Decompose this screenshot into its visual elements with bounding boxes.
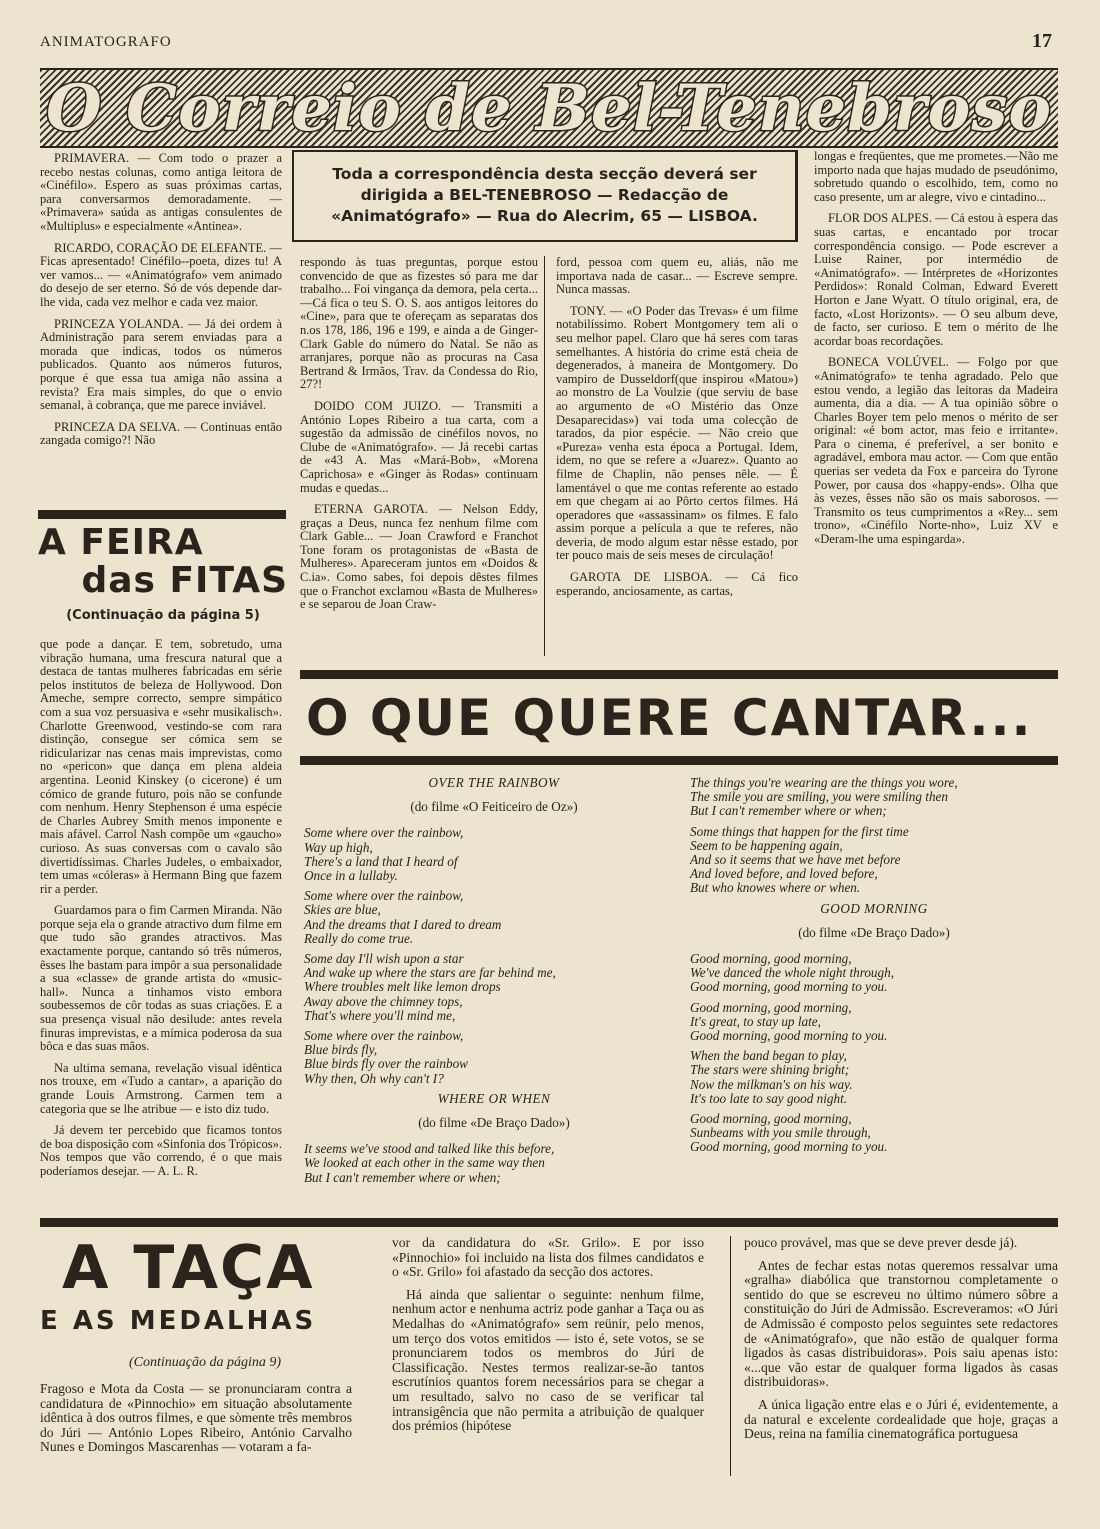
song-title: GOOD MORNING <box>820 900 928 916</box>
page-number: 17 <box>1032 30 1052 52</box>
song-film: (do filme «O Feiticeiro de Oz») <box>410 799 578 815</box>
correio-letter: TONY. — «O Poder das Trevas» é um filme notabilíssimo. Robert Montgomery tem ali o seu melhor papel. Claro que há seres com taras semelhantes. A história do crime está cheia de degenerados, à maneira de Montgomery. Do vampiro de Dusseldorf(que inspirou «Matou») ao monstro de La Voulzie (que serviu de base ao argumento de «O Mistério das Onze Desaparecidas») vai toda uma colecção de tarados, da pior espécie. — Não creio que «Pureza» venha esta época a Portugal. Idem, idem, no que se refere a «Juarez». Quanto ao filme de Chaplin, não penses nêle. — É lamentável o que me contas referente ao estado em que chegam ai ao Pôrto certos filmes. Há operadores que «assassinam» os filmes. E falo assim porque a película a que te referes, não deveria, de modo algum estar nêsse estado, por ter pouco mais de seis meses de circulação! <box>556 303 798 563</box>
feira-heading <box>38 524 288 623</box>
taca-paragraph: Antes de fechar estas notas queremos ressalvar uma «gralha» diabólica que transtornou completamente o sentido do que se escreveu no último número sôbre a constituição do Júri de Admissão. Escreveramos: «O Júri de Admissão é composto pelos seguintes sete redactores de «Animatógrafo», que não estão de qualquer forma ligados às casas distribuidoras». Pois saiu apenas isto: «...que vão estar de qualquer forma ligados às casas distribuidoras». <box>744 1257 1058 1390</box>
feira-top-rule <box>38 510 286 519</box>
correio-letter: DOIDO COM JUIZO. — Transmiti a António Lopes Ribeiro a tua carta, com a sugestão da admissão de cinéfilos novos, no Clube de «Animatógrafo». — Já recebi cartas de «43 A. Mas «Mará-Bob», «Morena Caprichosa» e «Ginger às Rodas» continuam mudas e quedas... <box>300 398 538 495</box>
quere-bottom-rule <box>300 756 1058 765</box>
taca-top-rule <box>40 1218 1058 1227</box>
correio-letter: PRIMAVERA. — Com todo o prazer a recebo nestas colunas, como antiga leitora de «Cinéfilo». Espero as suas próximas cartas, para conversarmos demoradamente. — «Primavera» saúda as antigas consulentes de «Multiplus» e especialmente «Antinea». <box>40 152 282 233</box>
song-column-left <box>304 772 684 1212</box>
song-stanza: Some day I'll wish upon a star And wake up where the stars are far behind me, Where troubles melt like lemon drops Away above the chimney tops, That's where you'll mind me, <box>304 951 556 1023</box>
correio-column-2 <box>300 256 538 664</box>
feira-paragraph: Na ultima semana, revelação visual idêntica nos trouxe, em «Tudo a cantar», a aparição do grande Louis Armstrong. Carmen tem a categoria que se lhe atribue — e isto diz tudo. <box>40 1060 282 1116</box>
correio-letter: longas e freqüentes, que me prometes.—Não me importo nada que hajas mudado de pseudónimo, sobretudo quando o escolhido, tem, como no caso presente, um ar alegre, vivo e cintadino... <box>814 150 1058 204</box>
quere-title: O QUE QUERE CANTAR... <box>306 689 1033 747</box>
taca-title-line1: A TAÇA <box>62 1233 315 1303</box>
song-film: (do filme «De Braço Dado») <box>418 1115 570 1131</box>
column-divider <box>730 1236 731 1476</box>
taca-column-1 <box>40 1382 352 1482</box>
taca-continuation: (Continuação da página 9) <box>128 1355 282 1370</box>
correio-column-4 <box>814 150 1058 662</box>
song-stanza: Some things that happen for the first time Seem to be happening again, And so it seems that we have met before And loved before, and loved before, But who knowes where or when. <box>690 823 909 896</box>
correio-column-1 <box>40 152 282 502</box>
song-stanza: Some where over the rainbow, Blue birds fly, Blue birds fly over the rainbow Why then, Oh why can't I? <box>304 1028 468 1086</box>
feira-title-line1: A FEIRA <box>38 522 204 563</box>
taca-paragraph: pouco provável, mas que se deve prever desde já). <box>744 1236 1018 1250</box>
song-stanza: Some where over the rainbow, Skies are blue, And the dreams that I dared to dream Really do come true. <box>304 888 502 946</box>
feira-paragraph: Já devem ter percebido que ficamos tontos de boa disposição com «Sinfonia dos Trópicos». Nos tempos que vão correndo, é o que mais poderíamos desejar. — A. L. R. <box>40 1123 282 1178</box>
correio-letter: RICARDO, CORAÇÃO DE ELEFANTE. — Ficas apresentado! Cinéfilo--poeta, dizes tu! A ver vamos... — «Animatógrafo» vem animado do desejo de ser eterno. Só de vós depende dar-lhe vida, cada vez melhor e cada vez maior. <box>40 240 282 309</box>
correio-letter: GAROTA DE LISBOA. — Cá fico esperando, anciosamente, as cartas, <box>556 570 798 598</box>
taca-paragraph: Fragoso e Mota da Costa — se pronunciaram contra a candidatura de «Pinnochio» em situação absolutamente idêntica à dos outros filmes, e que sòmente três membros do Júri — António Lopes Ribeiro, António Carvalho Nunes e Domingos Mascarenhas — votaram a fa- <box>40 1382 352 1455</box>
correio-letter: FLOR DOS ALPES. — Cá estou à espera das suas cartas, e encantado por trocar correspondência consigo. — Pode escrever a Luise Rainer, por intermédio de «Animatógrafo». — Intérpretes de «Horizontes Perdidos»: Ronald Colman, Edward Everett Horton e Jane Wyatt. O título original, era, de facto, «Lost Horizonts». — O seu album deve, de facto, ser curioso. E tem o mérito de lhe acordar boas recordações. <box>814 211 1058 348</box>
correio-letter: ford, pessoa com quem eu, aliás, não me importava nada de casar... — Escreve sempre. Nunca massas. <box>556 256 798 297</box>
column-divider <box>544 256 545 656</box>
taca-column-3 <box>744 1236 1058 1486</box>
taca-paragraph: vor da candidatura do «Sr. Grilo». E por isso «Pinnochio» foi incluido na lista dos filmes candidatos e o «Sr. Grilo» foi afastado da secção dos actores. <box>392 1236 704 1280</box>
song-stanza: Good morning, good morning, Sunbeams with you smile through, Good morning, good morning to you. <box>690 1111 888 1155</box>
song-title: OVER THE RAINBOW <box>428 775 560 790</box>
feira-paragraph: que pode a dançar. E tem, sobretudo, uma vibração humana, uma frescura natural que a destaca de tantas mulheres fabricadas em série pelos institutos de beleza de Hollywood. Don Ameche, sempre correcto, sempre simpático com a sua voz persuasiva e «sehr musikalisch». Charlotte Greenwood, vestindo-se com rara distinção, consegue ser cómica sem se ridicularizar nas cenas mais imprevistas, como no «pericon» que dança em plena aldeia argentina. Leonid Kinskey (o cicerone) é um cómico de grande futuro, pois não se confunde com nenhum. Henry Stephenson é uma espécie de Charles Aubrey Smith menos imponente e mais afável. Carrol Nash compõe um «gaucho» curioso. As suas conversas com o cavalo são divertidíssimas. Charles Judeles, o embaixador, tem umas «cóleras» à Hermann Bing que fazem rir a perder. <box>40 638 282 896</box>
song-film: (do filme «De Braço Dado») <box>798 924 950 940</box>
song-stanza: Good morning, good morning, We've danced the whole night through, Good morning, good morning to you. <box>690 951 895 995</box>
song-column-right <box>690 776 1058 1212</box>
section-banner <box>40 68 1058 148</box>
correio-column-3 <box>556 256 798 664</box>
song-stanza: It seems we've stood and talked like this before, We looked at each other in the same way then But I can't remember where or when; <box>304 1141 555 1185</box>
song-stanza: Some where over the rainbow, Way up high, There's a land that I heard of Once in a lullaby. <box>304 825 464 884</box>
feira-continuation: (Continuação da página 5) <box>66 608 260 623</box>
correspondence-notice: Toda a correspondência desta secção deverá ser dirigida a BEL-TENEBROSO — Redacção de «Animatógrafo» — Rua do Alecrim, 65 — LISBOA. <box>292 150 798 242</box>
feira-paragraph: Guardamos para o fim Carmen Miranda. Não porque seja ela o grande atractivo dum filme em que tudo são grandes atractivos. Mas exactamente porque, cantando só três números, êsses lhe bastam para impôr a sua personalidade a sua «classe» de grande artista do «music-hall». Nunca a tinhamos visto embora soubessemos de côr todas as suas criações. E a sua presença visual não desilude: antes revela finuras imprevistas, e a mímica poderosa da sua bôca e das suas mãos. <box>40 903 282 1054</box>
song-stanza: Good morning, good morning, It's great, to stay up late, Good morning, good morning to you. <box>690 999 888 1044</box>
taca-paragraph: A única ligação entre elas e o Júri é, evidentemente, a da natural e excelente cordealidade que hoje, graças a Deus, reina na família cinematográfica portuguesa <box>744 1396 1058 1442</box>
quere-top-rule <box>300 670 1058 679</box>
correio-letter: PRINCEZA DA SELVA. — Continuas então zangada comigo?! Não <box>40 419 282 448</box>
running-title: ANIMATOGRAFO <box>40 34 172 50</box>
song-stanza: The things you're wearing are the things you wore, The smile you are smiling, you were smiling then But I can't remember where or when; <box>690 775 958 819</box>
feira-text <box>40 638 282 1210</box>
feira-title-line2: das FITAS <box>81 560 288 601</box>
correio-letter: PRINCEZA YOLANDA. — Já dei ordem à Administração para serem enviadas para a morada que indicas, todos os números publicados. Quanto aos números futuros, porque é que essa tua amiga não assina a revista? Era mais simples, do que o envio semanal, à cobrança, que me parece inviável. <box>40 316 282 413</box>
taca-column-2 <box>392 1236 704 1486</box>
taca-title-line2: E AS MEDALHAS <box>40 1306 317 1336</box>
correio-letter: ETERNA GAROTA. — Nelson Eddy, graças a Deus, nunca fez nenhum filme com Clark Gable... — Joan Crawford e Franchot Tone foram os protagonistas de «Basta de Mulheres». Apareceram juntos em «Doidos & C.ia». Como sabes, foi depois dêstes filmes que o Franchot exclamou «Basta de Mulheres» e se separou de Joan Craw- <box>300 502 538 612</box>
song-title: WHERE OR WHEN <box>437 1090 551 1106</box>
banner-title: O Correio de Bel-Tenebroso <box>45 70 1053 146</box>
taca-paragraph: Há ainda que salientar o seguinte: nenhum filme, nenhum actor e nenhuma actriz pode ganhar a Taça ou as Medalhas do «Animatógrafo» sem reünir, pelo menos, um terço dos votos emitidos — isto é, sete votos, se se pronunciarem todos os membros do Júri de Classificação. Nestes termos realizar-se-ão tantos escrutínios quantos forem necessários para se chegar a um resultado, salvo no caso de se verificar tal intransigência que não permita a atribuição de qualquer dos prémios (hipótese <box>392 1286 704 1434</box>
correio-letter: respondo às tuas preguntas, porque estou convencido de que as fizestes só para me dar trabalho... Foi vingança da demora, pela certa...—Cá fica o teu S. O. S. aos antigos leitores do «Cine», para que te ofereçam as separatas dos n.os 178, 186, 196 e 199, e ainda a de Ginger-Clark Gable do número do Natal. Se não as arranjares, porque não as procuras na Casa Bertrand & Irmãos, Trav. da Condessa do Rio, 27?! <box>300 256 538 392</box>
correio-letter: BONECA VOLÚVEL. — Folgo por que «Animatógrafo» te tenha agradado. Pelo que estou vendo, a legião das leitoras da Madeira aumenta, dia a dia. — A tua opinião sôbre o Charles Boyer tem pelo menos o mérito de ser original: «é bom actor, mas feio e irritante». Para o cinema, é preferível, a ser bonito e agradável, embora mau actor. — Com que então querias ser vedeta da Fox e parceira do Tyrone Power, por causa dos «happy-ends». Olha que às vezes, êsses não são os mais saborosos. — Transmito os teus cumprimentos a «Rey... sem trono», «Cinéfilo Norte-nho», Luiz XV e «Deram-lhe uma espingarda». <box>814 355 1058 547</box>
song-stanza: When the band began to play, The stars were shining bright; Now the milkman's on his way. It's too late to say good night. <box>690 1048 853 1106</box>
